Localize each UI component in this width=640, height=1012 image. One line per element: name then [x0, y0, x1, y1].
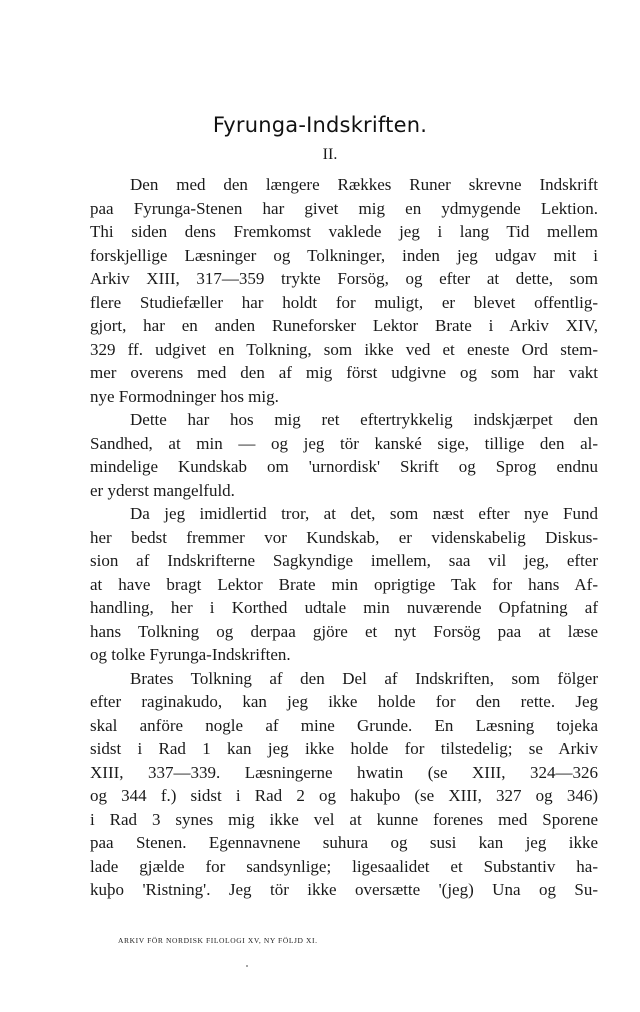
text-line: her bedst fremmer vor Kundskab, er videnskabelig Diskus- — [90, 527, 598, 547]
text-line: handling, her i Korthed udtale min nuværende Opfatning af — [90, 598, 598, 617]
section-number: II. — [322, 146, 338, 163]
body-text — [90, 173, 598, 902]
text-line: i Rad 3 synes mig ikke vel at kunne forenes med Sporene — [90, 809, 598, 829]
text-line: mindelige Kundskab om 'urnordisk' Skrift og Sprog endnu — [90, 457, 598, 476]
text-line: mer overens med den af mig först udgivne og som har vakt — [90, 363, 598, 382]
page-title: Fyrunga-Indskriften. — [212, 113, 428, 137]
text-line: Dette har hos mig ret eftertrykkelig indskjærpet den — [130, 410, 598, 429]
text-line: at have bragt Lektor Brate min oprigtige Tak for hans Af- — [90, 574, 598, 594]
page-mark — [246, 965, 248, 967]
running-footer: ARKIV FÖR NORDISK FILOLOGI XV, NY FÖLJD XI. — [118, 936, 318, 945]
text-line: Arkiv XIII, 317—359 trykte Forsög, og efter at dette, som — [90, 269, 598, 288]
text-line: paa Stenen. Egennavnene suhura og susi kan jeg ikke — [90, 833, 598, 852]
text-line: skal anföre nogle af mine Grunde. En Læsning tojeka — [90, 715, 598, 735]
text-line: Brates Tolkning af den Del af Indskriften, som fölger — [130, 668, 598, 688]
text-line: efter raginakudo, kan jeg ikke holde for den rette. Jeg — [90, 692, 598, 711]
text-line: flere Studiefæller har holdt for muligt, er blevet offentlig- — [90, 292, 598, 312]
text-line: XIII, 337—339. Læsningerne hwatin (se XIII, 324—326 — [90, 762, 598, 782]
text-line: hans Tolkning og derpaa gjöre et nyt Forsög paa at læse — [90, 621, 598, 641]
text-line: Thi siden dens Fremkomst vaklede jeg i lang Tid mellem — [90, 222, 598, 241]
text-line: og tolke Fyrunga-Indskriften. — [90, 645, 291, 664]
text-line: gjort, har en anden Runeforsker Lektor Brate i Arkiv XIV, — [90, 316, 598, 335]
text-line: er yderst mangelfuld. — [90, 480, 235, 500]
text-line: 329 ff. udgivet en Tolkning, som ikke ved et eneste Ord stem- — [90, 339, 598, 359]
text-line: Sandhed, at min — og jeg tör kanské sige, tillige den al- — [90, 433, 598, 453]
text-line: paa Fyrunga-Stenen har givet mig en ydmygende Lektion. — [90, 198, 598, 218]
text-line: og 344 f.) sidst i Rad 2 og hakuþo (se XIII, 327 og 346) — [90, 786, 598, 805]
text-line: sidst i Rad 1 kan jeg ikke holde for tilstedelig; se Arkiv — [90, 739, 598, 758]
text-line: nye Formodninger hos mig. — [90, 386, 279, 406]
text-line: Den med den længere Rækkes Runer skrevne Indskrift — [130, 175, 598, 194]
text-line: kuþo 'Ristning'. Jeg tör ikke oversætte '(jeg) Una og Su- — [90, 880, 598, 899]
text-line: lade gjælde for sandsynlige; ligesaalidet et Substantiv ha- — [90, 856, 598, 876]
text-line: sion af Indskrifterne Sagkyndige imellem, saa vil jeg, efter — [90, 551, 598, 570]
text-line: forskjellige Læsninger og Tolkninger, inden jeg udgav mit i — [90, 245, 598, 265]
text-line: Da jeg imidlertid tror, at det, som næst efter nye Fund — [130, 504, 598, 523]
